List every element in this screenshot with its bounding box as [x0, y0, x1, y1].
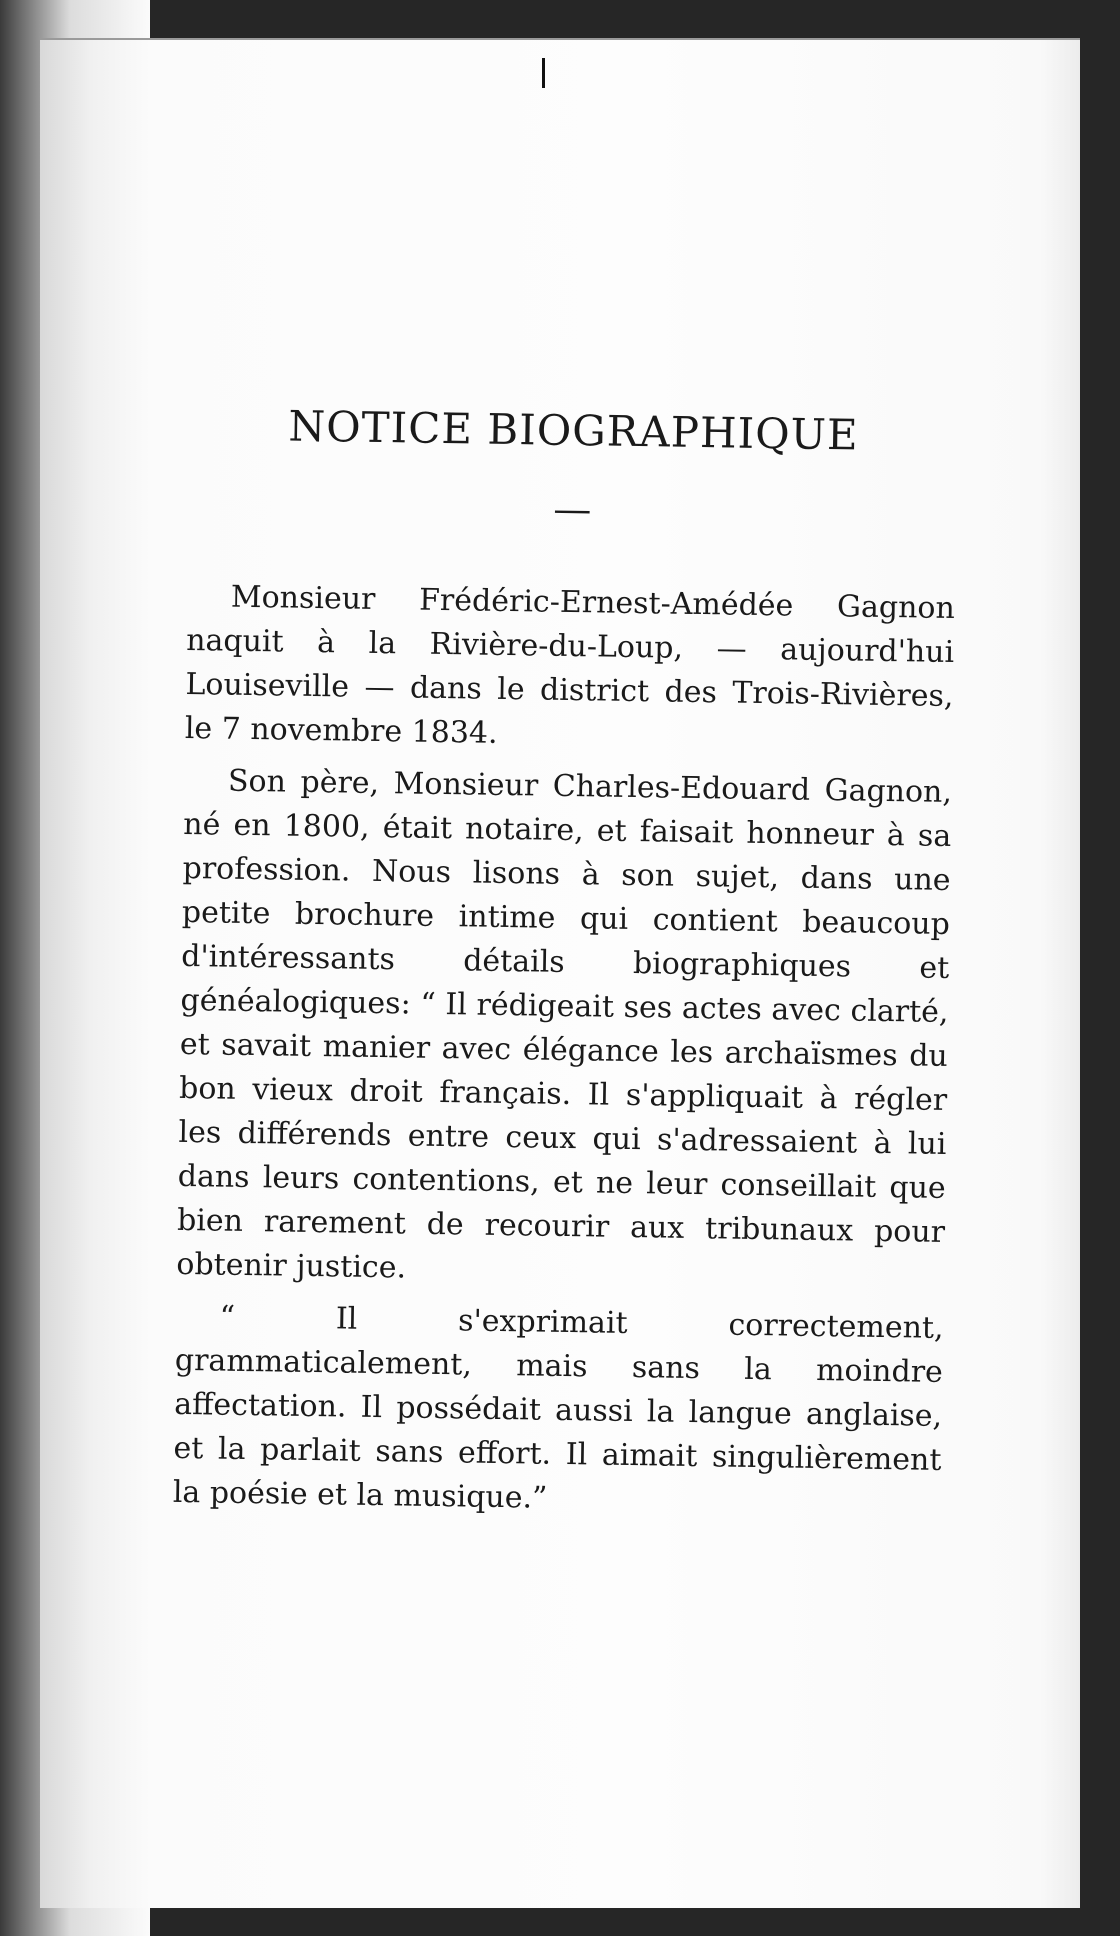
paragraph-3: “ Il s'exprimait correctement, grammaticalement, mais sans la moindre affectation. Il possédait aussi la langue anglaise, et la parlait sans effort. Il aimait singulièrement la poésie et la musique.” [172, 1299, 944, 1516]
title-separator: — [552, 486, 592, 532]
page-top-mark [542, 58, 545, 88]
page-title: NOTICE BIOGRAPHIQUE [288, 401, 860, 460]
paragraph-2: Son père, Monsieur Charles-Edouard Gagnon, né en 1800, était notaire, et faisait honneur à sa profession. Nous lisons à son sujet, dans une petite brochure intime qui contient beaucoup d'intéressants détails biographiques et généalogiques: “ Il rédigeait ses actes avec clarté, et savait manier avec élégance les archaïsmes du bon vieux droit français. Il s'appliquait à régler les différends entre ceux qui s'adressaient à lui dans leurs contentions, et ne leur conseillait que bien rarement de recourir aux tribunaux pour obtenir justice. [176, 763, 953, 1286]
page-content [172, 400, 958, 1535]
paragraph-1: Monsieur Frédéric-Ernest-Amédée Gagnon naquit à la Rivière-du-Loup, — aujourd'hui Louiseville — dans le district des Trois-Rivières, le 7 novembre 1834. [184, 579, 956, 751]
